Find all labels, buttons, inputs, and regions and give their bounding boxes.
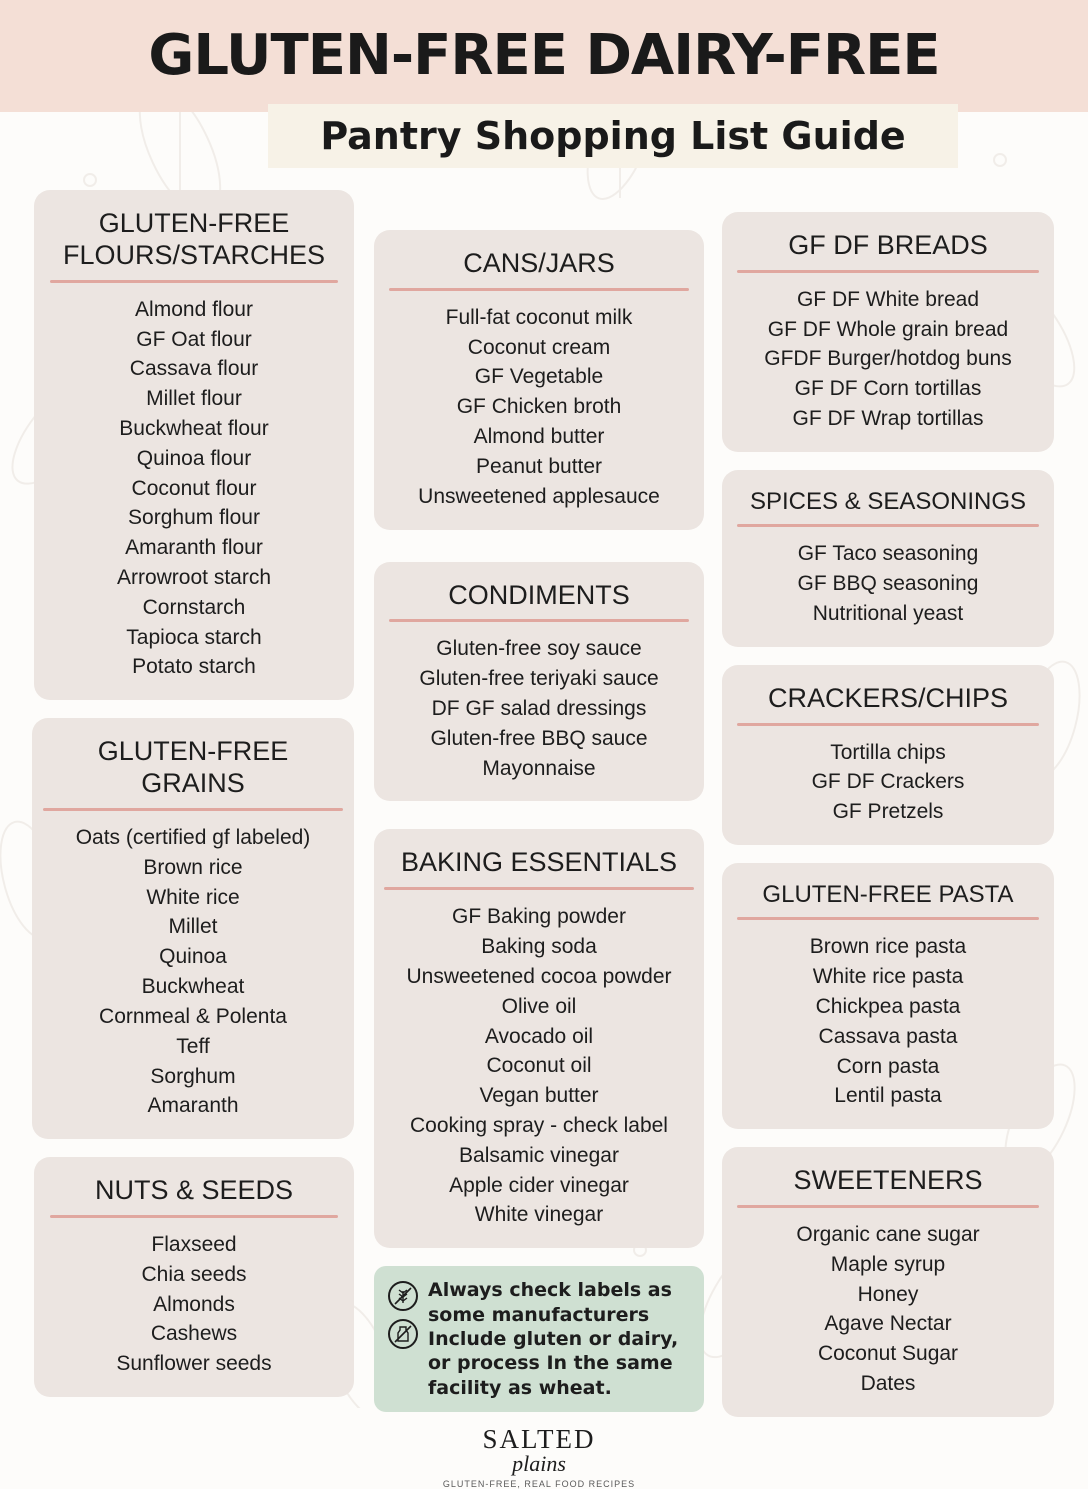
list-item: Apple cider vinegar: [449, 1173, 629, 1197]
card-title: CRACKERS/CHIPS: [767, 682, 1009, 713]
card-divider: [737, 1205, 1039, 1208]
no-dairy-icon: [388, 1319, 418, 1349]
card-sweeteners: [722, 1147, 1054, 1417]
list-item: Gluten-free soy sauce: [436, 637, 642, 661]
list-item: Tortilla chips: [830, 740, 946, 764]
warning-note-text: Always check labels as some manufacturers Include gluten or dairy, or process In the same facility as wheat.: [428, 1279, 679, 1399]
list-item: Arrowroot starch: [116, 566, 272, 590]
list-item: Coconut oil: [486, 1054, 592, 1078]
brand-logo: [374, 1424, 704, 1489]
list-item: Quinoa flour: [136, 446, 252, 470]
card-divider: [737, 270, 1039, 273]
card-title: CANS/JARS: [463, 248, 615, 278]
list-item: GF BBQ seasoning: [797, 572, 979, 596]
list-item: Cassava pasta: [818, 1024, 958, 1048]
card-divider: [50, 280, 338, 283]
list-item: Millet flour: [146, 387, 242, 411]
list-item: GF DF Wrap tortillas: [792, 407, 984, 431]
list-item: Sunflower seeds: [116, 1352, 272, 1376]
card-divider: [50, 1215, 338, 1218]
card-gluten-free-grains: [32, 718, 354, 1139]
card-gluten-free-flours-starches: [34, 190, 354, 700]
list-item: Oats (certified gf labeled): [75, 826, 311, 849]
subtitle-box: [268, 104, 958, 168]
list-item: GF DF Crackers: [811, 770, 965, 794]
list-item: Avocado oil: [484, 1024, 594, 1048]
list-item: Nutritional yeast: [812, 601, 964, 625]
list-item: Cassava flour: [129, 357, 259, 381]
card-title: GLUTEN-FREE FLOURS/STARCHES: [62, 208, 326, 270]
brand-script: plains: [512, 1450, 566, 1476]
card-divider: [43, 808, 343, 811]
list-item: Maple syrup: [830, 1252, 946, 1276]
card-gf-df-breads: [722, 212, 1054, 452]
list-item: Almond flour: [135, 297, 253, 321]
card-divider: [737, 524, 1039, 527]
card-crackers-chips: [722, 665, 1054, 845]
list-item: Cashews: [150, 1322, 238, 1346]
list-item: Coconut cream: [467, 335, 611, 359]
list-item: Almonds: [153, 1292, 235, 1316]
list-item: White rice: [146, 885, 240, 909]
page-subtitle: Pantry Shopping List Guide: [320, 114, 906, 158]
list-item: Honey: [857, 1282, 919, 1306]
card-divider: [384, 887, 694, 890]
list-item: Peanut butter: [475, 454, 603, 478]
list-item: Teff: [176, 1034, 210, 1058]
card-title: CONDIMENTS: [448, 579, 630, 610]
card-divider: [389, 288, 689, 291]
list-item: Buckwheat: [141, 975, 245, 999]
card-title: BAKING ESSENTIALS: [400, 847, 678, 878]
list-item: Agave Nectar: [824, 1312, 952, 1336]
card-nuts-and-seeds: [34, 1157, 354, 1397]
list-item: Coconut Sugar: [817, 1342, 959, 1366]
list-item: Flaxseed: [151, 1232, 237, 1256]
note-icon-group: [388, 1278, 418, 1349]
column-right: [722, 190, 1054, 1435]
card-condiments: [374, 562, 704, 802]
card-title: NUTS & SEEDS: [94, 1175, 294, 1206]
list-item: GF DF Whole grain bread: [767, 317, 1009, 341]
list-item: Corn pasta: [836, 1054, 940, 1078]
card-divider: [389, 619, 689, 622]
card-baking-essentials: [374, 829, 704, 1248]
list-item: GF Baking powder: [452, 905, 626, 929]
card-divider: [737, 917, 1039, 920]
list-item: GF Vegetable: [474, 365, 604, 389]
list-item: Brown rice pasta: [809, 935, 967, 959]
list-item: GFDF Burger/hotdog buns: [764, 347, 1012, 371]
list-item: Mayonnaise: [482, 756, 596, 780]
no-wheat-icon: [388, 1281, 418, 1311]
list-item: Olive oil: [501, 994, 577, 1018]
column-left: [34, 190, 354, 1415]
list-item: Baking soda: [481, 935, 597, 959]
list-item: Coconut flour: [131, 476, 257, 500]
list-item: GF Chicken broth: [456, 395, 622, 419]
list-item: Dates: [860, 1372, 916, 1396]
label-warning-note: [374, 1266, 704, 1412]
list-item: GF Pretzels: [832, 800, 944, 824]
list-item: Gluten-free BBQ sauce: [430, 726, 648, 750]
list-item: Brown rice: [143, 855, 243, 879]
card-gluten-free-pasta: [722, 863, 1054, 1129]
list-item: DF GF salad dressings: [431, 697, 647, 721]
card-title: SWEETENERS: [793, 1165, 983, 1196]
list-item: Millet: [168, 915, 218, 939]
list-item: Cornmeal & Polenta: [99, 1004, 287, 1028]
list-item: GF Taco seasoning: [797, 542, 979, 566]
list-item: GF DF Corn tortillas: [794, 377, 982, 401]
list-item: Organic cane sugar: [796, 1223, 980, 1247]
card-title: GLUTEN-FREE GRAINS: [97, 736, 289, 799]
list-item: Almond butter: [473, 425, 605, 449]
card-title: GLUTEN-FREE PASTA: [762, 880, 1014, 908]
list-item: Lentil pasta: [834, 1084, 942, 1108]
card-title: GF DF BREADS: [788, 230, 988, 260]
list-item: White rice pasta: [812, 965, 964, 989]
list-item: GF DF White bread: [796, 287, 980, 311]
list-item: Sorghum flour: [128, 506, 260, 530]
card-spices-seasonings: [722, 470, 1054, 647]
list-item: Cornstarch: [142, 595, 246, 619]
brand-name: SALTED: [482, 1423, 596, 1454]
list-item: Cooking spray - check label: [410, 1114, 668, 1138]
list-item: Chia seeds: [141, 1262, 247, 1286]
list-item: Amaranth: [147, 1094, 239, 1118]
list-item: Potato starch: [132, 655, 256, 679]
page-title: GLUTEN-FREE DAIRY-FREE: [148, 22, 940, 88]
card-title: SPICES & SEASONINGS: [749, 487, 1027, 515]
list-item: Unsweetened applesauce: [418, 484, 660, 508]
card-cans-jars: [374, 230, 704, 530]
list-item: Buckwheat flour: [119, 416, 269, 440]
card-divider: [737, 723, 1039, 726]
list-item: Unsweetened cocoa powder: [406, 964, 672, 988]
list-item: Quinoa: [159, 945, 227, 969]
list-item: Sorghum: [150, 1064, 236, 1088]
list-item: White vinegar: [474, 1203, 604, 1227]
column-middle: [374, 190, 704, 1489]
list-item: Amaranth flour: [125, 536, 263, 560]
list-item: Chickpea pasta: [815, 994, 961, 1018]
list-item: Full-fat coconut milk: [445, 305, 633, 329]
brand-tagline: GLUTEN-FREE, REAL FOOD RECIPES: [442, 1478, 636, 1489]
list-item: Tapioca starch: [126, 625, 262, 649]
list-item: Balsamic vinegar: [459, 1143, 619, 1167]
list-item: Vegan butter: [479, 1084, 599, 1108]
list-item: GF Oat flour: [136, 327, 252, 351]
list-item: Gluten-free teriyaki sauce: [419, 667, 659, 691]
